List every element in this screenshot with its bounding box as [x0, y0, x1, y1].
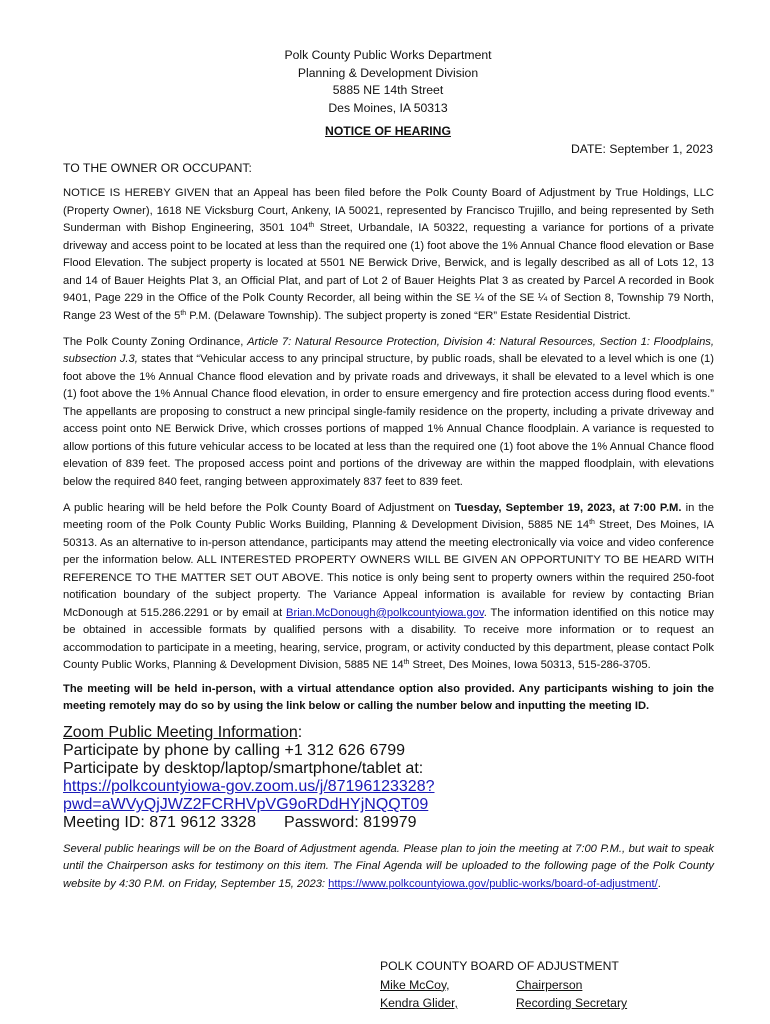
zoom-phone: Participate by phone by calling +1 312 626 6799: [63, 742, 406, 760]
letterhead: [0, 47, 770, 117]
meeting-id: Meeting ID: 871 9612 3328: [63, 814, 257, 832]
chair-name: Mike McCoy,: [380, 977, 450, 992]
salutation: TO THE OWNER OR OCCUPANT:: [63, 161, 252, 175]
page-title: NOTICE OF HEARING: [325, 124, 451, 138]
signature-row: [380, 976, 660, 995]
board-of-adjustment-link[interactable]: https://www.polkcountyiowa.gov/public-works/board-of-adjustment/: [328, 877, 658, 890]
agenda-paragraph: Several public hearings will be on the Board of Adjustment agenda. Please plan to join the meeting at 7:00 P.M., but wait to speak until the Chairperson asks for testimony on this item. The Final Agenda will be uploaded to the following page of the Polk County website by 4:30 P.M. on Friday, September 15, 2023: https://www.polkcountyiowa.gov/public-works/board-of-adjustment/.: [63, 842, 714, 890]
notice-body: [63, 185, 714, 902]
secretary-name: Kendra Glider,: [380, 996, 458, 1010]
appeal-paragraph: NOTICE IS HEREBY GIVEN that an Appeal has been filed before the Polk County Board of Adjustment by True Holdings, LLC (Property Owner), 1618 NE Vicksburg Court, Ankeny, IA 50021, represented by Francisco Trujillo, and being represented by Seth Sunderman with Bishop Engineering, 3501 104th Street, Urbandale, IA 50322, requesting a variance for portions of a private driveway and access point to be located at less than the required one (1) foot above the 1% Annual Chance flood elevation or Base Flood Elevation. The subject property is located at 5501 NE Berwick Drive, Berwick, and is legally described as all of Lots 12, 13 and 14 of Bauer Heights Plat 3, an Official Plat, and part of Lot 2 of Bauer Heights Plat 3 as created by Parcel A recorded in Book 9401, Page 229 in the Office of the Polk County Recorder, all being within the SE ¼ of the SE ¼ of Section 8, Township 79 North, Range 23 West of the 5th P.M. (Delaware Township). The subject property is zoned “ER” Estate Residential District.: [63, 187, 714, 322]
zoom-meeting-link[interactable]: https://polkcountyiowa-gov.zoom.us/j/87196123328?pwd=aWVyQjJWZ2FCRHVpVG9oRDdHYjNQQT09: [63, 778, 435, 814]
meeting-password: Password: 819979: [284, 814, 417, 832]
zoom-heading: Zoom Public Meeting Information:: [63, 724, 303, 742]
division-name: Planning & Development Division: [297, 65, 479, 80]
hearing-paragraph: A public hearing will be held before the Polk County Board of Adjustment on Tuesday, September 19, 2023, at 7:00 P.M. in the meeting room of the Polk County Public Works Building, Planning & Development Division, 5885 NE 14th Street, Des Moines, IA 50313. As an alternative to in-person attendance, participants may attend the meeting electronically via voice and video conference per the information below. ALL INTERESTED PROPERTY OWNERS WILL BE GIVEN AN OPPORTUNITY TO BE HEARD WITH REFERENCE TO THE MATTER SET OUT ABOVE. This notice is only being sent to property owners within the required 250-foot notification boundary of the subject property. The Variance Appeal information is available for review by contacting Brian McDonough at 515.286.2291 or by email at Brian.McDonough@polkcountyiowa.gov. The information identified on this notice may be obtained in accessible formats by qualified persons with a disability. To receive more information or to request an accommodation to participate in a meeting, hearing, service, program, or activity conducted by this department, please contact Polk County Public Works, Planning & Development Division, 5885 NE 14th Street, Des Moines, Iowa 50313, 515-286-3705.: [63, 501, 714, 672]
signature-row: [380, 994, 660, 1013]
board-name: POLK COUNTY BOARD OF ADJUSTMENT: [380, 959, 619, 973]
city-state-zip: Des Moines, IA 50313: [328, 100, 448, 115]
notice-date: DATE: September 1, 2023: [570, 142, 713, 156]
ordinance-paragraph: The Polk County Zoning Ordinance, Article 7: Natural Resource Protection, Division 4: Natural Resources, Section 1: Floodplains, subsection J.3, states that “Vehicular access to any principal structure, by public roads, shall be elevated to a level which is one (1) foot above the 1% Annual Chance flood elevation and by private roads and driveways, it shall be elevated to a level which is one (1) foot above the 1% Annual Chance flood elevation, in order to ensure emergency and fire protection access during flood events.” The appellants are proposing to construct a new principal single-family residence on the property, including a private driveway and access point onto NE Berwick Drive, which crosses portions of mapped 1% Annual Chance floodplain. A variance is requested to allow portions of this future vehicular access to be located at less than the required one (1) foot above the 1% Annual Chance flood elevation of 839 feet. The proposed access point and portions of the driveway are within the mapped floodplain, with elevations below the required 840 feet, ranging between approximately 837 feet to 839 feet.: [63, 335, 715, 488]
secretary-role: Recording Secretary: [516, 996, 628, 1010]
zoom-device: Participate by desktop/laptop/smartphone/tablet at:: [63, 760, 424, 778]
signature-block: [380, 957, 660, 1013]
zoom-credentials: [63, 814, 714, 832]
meeting-format-paragraph: The meeting will be held in-person, with a virtual attendance option also provided. Any participants wishing to join the meeting remotely may do so by using the link below or calling the number below and inputting the meeting ID.: [63, 682, 714, 713]
chair-role: Chairperson: [516, 977, 583, 992]
contact-email-link[interactable]: Brian.McDonough@polkcountyiowa.gov: [286, 606, 484, 619]
department-name: Polk County Public Works Department: [284, 48, 492, 62]
street-address: 5885 NE 14th Street: [332, 83, 444, 98]
